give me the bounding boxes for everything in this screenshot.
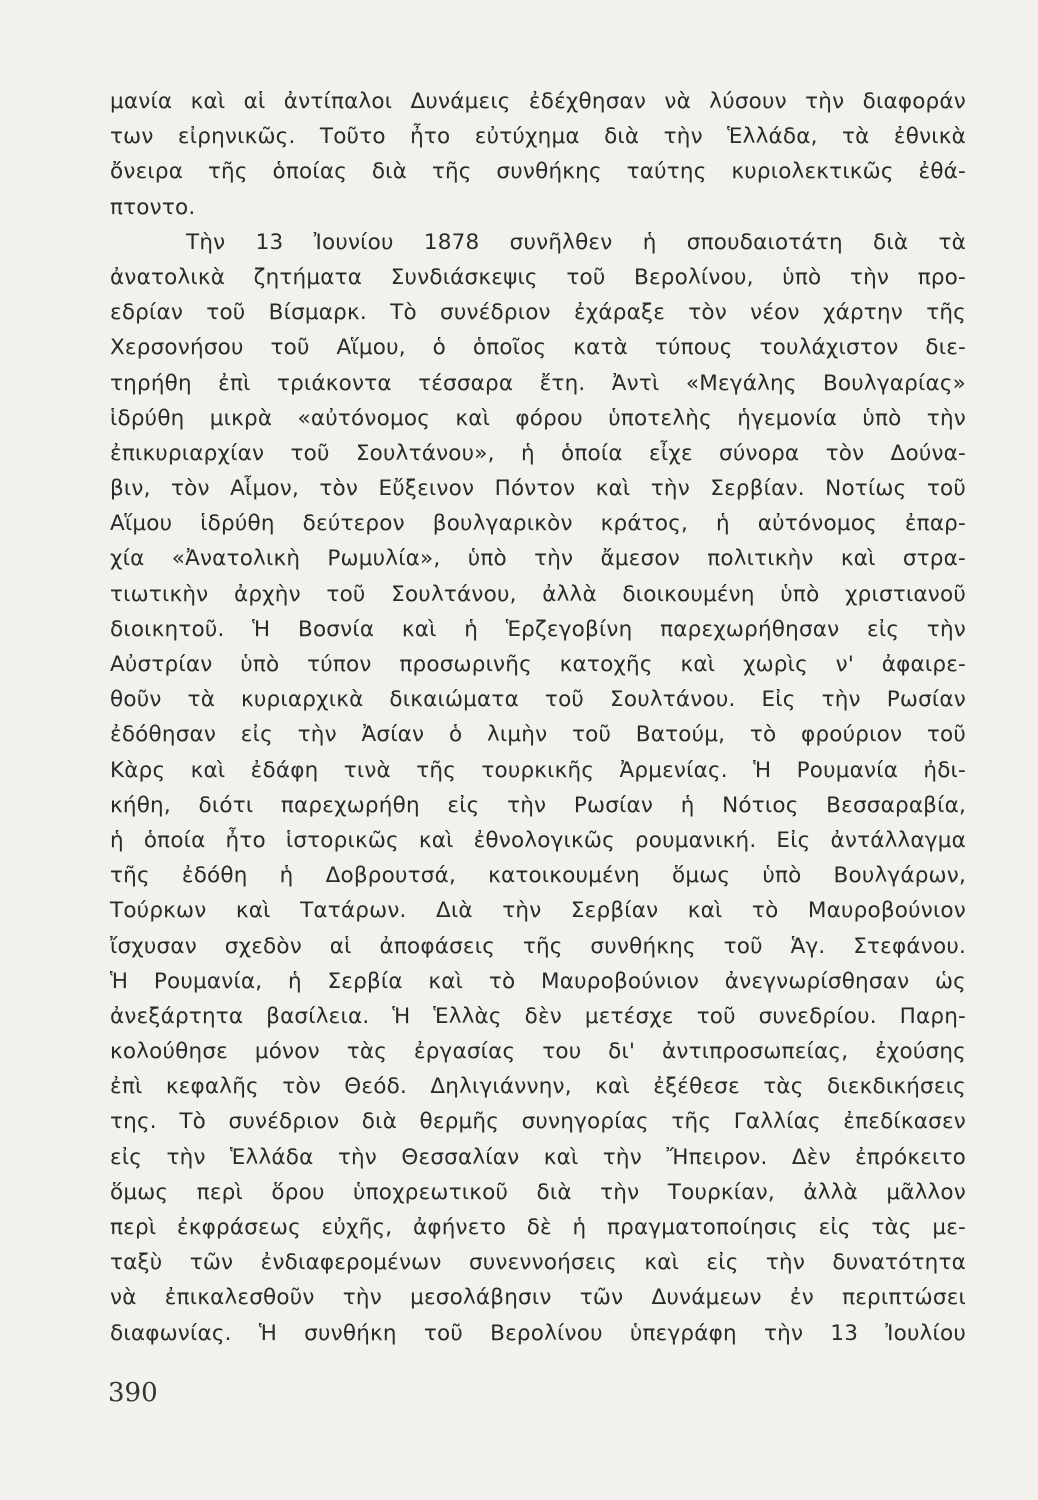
text-line: ἀνεξάρτητα βασίλεια. Ἡ Ἑλλὰς δὲν μετέσχε τοῦ συνεδρίου. Παρη-: [110, 1003, 966, 1029]
text-line: ἱδρύθη μικρὰ «αὐτόνομος καὶ φόρου ὑποτελὴς ἡγεμονία ὑπὸ τὴν: [110, 405, 966, 431]
text-line: της. Τὸ συνέδριον διὰ θερμῆς συνηγορίας τῆς Γαλλίας ἐπεδίκασεν: [110, 1109, 966, 1135]
text-line: νὰ ἐπικαλεσθοῦν τὴν μεσολάβησιν τῶν Δυνάμεων ἐν περιπτώσει: [110, 1285, 966, 1311]
body-text: [110, 84, 966, 1351]
text-line: ὄνειρα τῆς ὁποίας διὰ τῆς συνθήκης ταύτης κυριολεκτικῶς ἐθά-: [110, 159, 966, 185]
text-line: βιν, τὸν Αἷμον, τὸν Εὔξεινον Πόντον καὶ τὴν Σερβίαν. Νοτίως τοῦ: [110, 476, 966, 502]
text-line: κολούθησε μόνον τὰς ἐργασίας του δι' ἀντιπροσωπείας, ἐχούσης: [110, 1039, 966, 1065]
text-line: πτοντο.: [110, 194, 196, 220]
text-line: ταξὺ τῶν ἐνδιαφερομένων συνεννοήσεις καὶ εἰς τὴν δυνατότητα: [110, 1250, 966, 1276]
text-line: Ἡ Ρουμανία, ἡ Σερβία καὶ τὸ Μαυροβούνιον ἀνεγνωρίσθησαν ὡς: [110, 968, 966, 994]
text-line: Τὴν 13 Ἰουνίου 1878 συνῆλθεν ἡ σπουδαιοτάτη διὰ τὰ: [186, 229, 966, 255]
text-line: Τούρκων καὶ Τατάρων. Διὰ τὴν Σερβίαν καὶ τὸ Μαυροβούνιον: [110, 898, 966, 924]
text-line: ὅμως περὶ ὅρου ὑποχρεωτικοῦ διὰ τὴν Τουρκίαν, ἀλλὰ μᾶλλον: [110, 1179, 966, 1205]
text-line: τιωτικὴν ἀρχὴν τοῦ Σουλτάνου, ἀλλὰ διοικουμένη ὑπὸ χριστιανοῦ: [110, 581, 966, 607]
text-line: ἐπικυριαρχίαν τοῦ Σουλτάνου», ἡ ὁποία εἶχε σύνορα τὸν Δούνα-: [110, 440, 966, 466]
text-line: τῆς ἐδόθη ἡ Δοβρουτσά, κατοικουμένη ὅμως ὑπὸ Βουλγάρων,: [110, 863, 966, 889]
text-line: ἀνατολικὰ ζητήματα Συνδιάσκεψις τοῦ Βερολίνου, ὑπὸ τὴν προ-: [110, 264, 966, 290]
page-number: 390: [108, 1378, 158, 1408]
text-line: κήθη, διότι παρεχωρήθη εἰς τὴν Ρωσίαν ἡ Νότιος Βεσσαραβία,: [110, 792, 966, 818]
text-line: Αἵμου ἱδρύθη δεύτερον βουλγαρικὸν κράτος, ἡ αὐτόνομος ἐπαρ-: [110, 511, 966, 537]
text-line: περὶ ἐκφράσεως εὐχῆς, ἀφήνετο δὲ ἡ πραγματοποίησις εἰς τὰς με-: [110, 1215, 966, 1240]
text-line: εδρίαν τοῦ Βίσμαρκ. Τὸ συνέδριον ἐχάραξε τὸν νέον χάρτην τῆς: [110, 300, 966, 326]
text-line: Αὐστρίαν ὑπὸ τύπον προσωρινῆς κατοχῆς καὶ χωρὶς ν' ἀφαιρε-: [110, 652, 966, 677]
text-line: ἴσχυσαν σχεδὸν αἱ ἀποφάσεις τῆς συνθήκης τοῦ Ἁγ. Στεφάνου.: [110, 933, 966, 959]
text-line: Κὰρς καὶ ἐδάφη τινὰ τῆς τουρκικῆς Ἀρμενίας. Ἡ Ρουμανία ἠδι-: [110, 757, 966, 783]
text-line: ἐπὶ κεφαλῆς τὸν Θεόδ. Δηλιγιάννην, καὶ ἐξέθεσε τὰς διεκδικήσεις: [110, 1074, 966, 1100]
text-line: θοῦν τὰ κυριαρχικὰ δικαιώματα τοῦ Σουλτάνου. Εἰς τὴν Ρωσίαν: [110, 687, 966, 713]
text-line: διαφωνίας. Ἡ συνθήκη τοῦ Βερολίνου ὑπεγράφη τὴν 13 Ἰουλίου: [110, 1320, 966, 1346]
text-line: μανία καὶ αἱ ἀντίπαλοι Δυνάμεις ἐδέχθησαν νὰ λύσουν τὴν διαφοράν: [110, 89, 966, 114]
text-line: διοικητοῦ. Ἡ Βοσνία καὶ ἡ Ἑρζεγοβίνη παρεχωρήθησαν εἰς τὴν: [110, 616, 966, 642]
text-line: χία «Ἀνατολικὴ Ρωμυλία», ὑπὸ τὴν ἄμεσον πολιτικὴν καὶ στρα-: [110, 546, 966, 572]
text-line: των εἰρηνικῶς. Τοῦτο ἦτο εὐτύχημα διὰ τὴν Ἑλλάδα, τὰ ἐθνικὰ: [110, 124, 966, 150]
text-line: ἐδόθησαν εἰς τὴν Ἀσίαν ὁ λιμὴν τοῦ Βατούμ, τὸ φρούριον τοῦ: [110, 722, 966, 748]
text-line: τηρήθη ἐπὶ τριάκοντα τέσσαρα ἔτη. Ἀντὶ «Μεγάλης Βουλγαρίας»: [110, 370, 966, 396]
text-line: Χερσονήσου τοῦ Αἵμου, ὁ ὁποῖος κατὰ τύπους τουλάχιστον διε-: [110, 335, 966, 361]
text-line: ἡ ὁποία ἦτο ἱστορικῶς καὶ ἐθνολογικῶς ρουμανική. Εἰς ἀντάλλαγμα: [110, 827, 966, 853]
text-line: εἰς τὴν Ἑλλάδα τὴν Θεσσαλίαν καὶ τὴν Ἤπειρον. Δὲν ἐπρόκειτο: [110, 1144, 966, 1170]
